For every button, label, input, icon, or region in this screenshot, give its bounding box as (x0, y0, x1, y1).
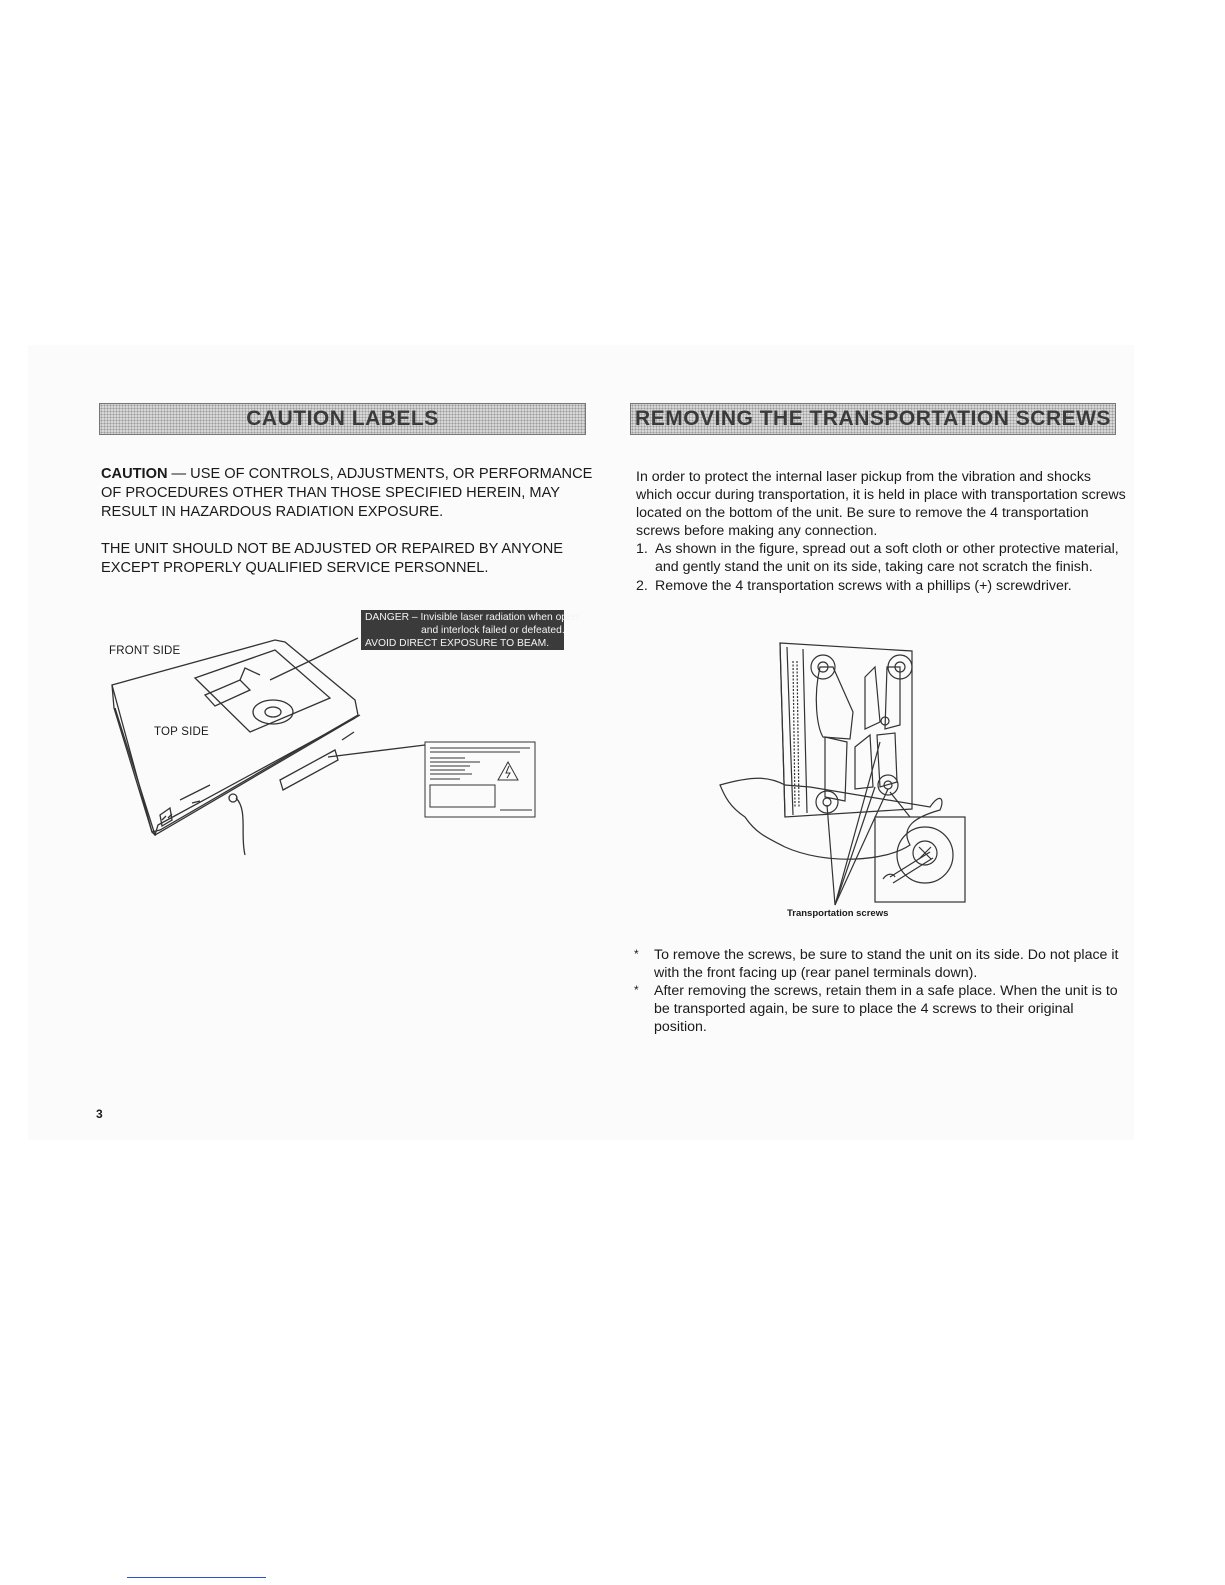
step-text: Remove the 4 transportation screws with a phillips (+) screwdriver. (655, 578, 1072, 594)
step-text: As shown in the figure, spread out a soft cloth or other protective material, and gently stand the unit on its side, taking care not scratch the finish. (655, 541, 1119, 575)
transport-screws-heading-text: REMOVING THE TRANSPORTATION SCREWS (635, 407, 1111, 430)
transport-step (636, 577, 1126, 595)
screw-zoom-inset (875, 817, 965, 902)
transport-screws-heading (630, 403, 1116, 435)
front-side-label: FRONT SIDE (109, 645, 181, 657)
step-number: 1. (636, 541, 648, 557)
transport-notes (634, 946, 1124, 1036)
bottom-link-underline[interactable] (127, 1577, 266, 1578)
unit-on-side-illustration (715, 637, 975, 907)
caution-lead: CAUTION (101, 466, 168, 482)
caution-body: — USE OF CONTROLS, ADJUSTMENTS, OR PERFORMANCE OF PROCEDURES OTHER THAN THOSE SPECIFIED HEREIN, MAY RESULT IN HAZARDOUS RADIATION EXPOSURE. (101, 466, 593, 520)
transport-steps (636, 540, 1126, 595)
danger-label-line-2: and interlock failed or defeated. (421, 625, 565, 636)
cd-player-top-view-illustration (100, 620, 570, 870)
danger-label-line-1: DANGER – Invisible laser radiation when open (365, 612, 579, 623)
top-side-label: TOP SIDE (154, 726, 209, 738)
transport-step (636, 540, 1126, 576)
danger-label-line-3: AVOID DIRECT EXPOSURE TO BEAM. (365, 638, 550, 649)
caution-labels-heading-text: CAUTION LABELS (246, 407, 439, 430)
transport-intro: In order to protect the internal laser pickup from the vibration and shocks which occur during transportation, it is held in place with transportation screws located on the bottom of the unit. Be sure to remove the 4 transportation screws before making any connection. (636, 469, 1126, 539)
unit-notice-paragraph: THE UNIT SHOULD NOT BE ADJUSTED OR REPAIRED BY ANYONE EXCEPT PROPERLY QUALIFIED SERVICE PERSONNEL. (101, 541, 563, 576)
compliance-label (425, 742, 535, 817)
page-number: 3 (96, 1107, 103, 1121)
note-text: After removing the screws, retain them in a safe place. When the unit is to be transported again, be sure to place the 4 screws to their original position. (654, 983, 1118, 1035)
note-item (634, 946, 1124, 982)
caution-labels-heading (99, 403, 586, 435)
note-asterisk: * (634, 947, 639, 961)
note-asterisk: * (634, 983, 639, 997)
note-item (634, 982, 1124, 1036)
figure-caption: Transportation screws (787, 908, 889, 919)
transport-screws-body (636, 468, 1126, 595)
note-text: To remove the screws, be sure to stand the unit on its side. Do not place it with the front facing up (rear panel terminals down). (654, 947, 1119, 981)
step-number: 2. (636, 578, 648, 594)
caution-paragraph (101, 465, 601, 522)
